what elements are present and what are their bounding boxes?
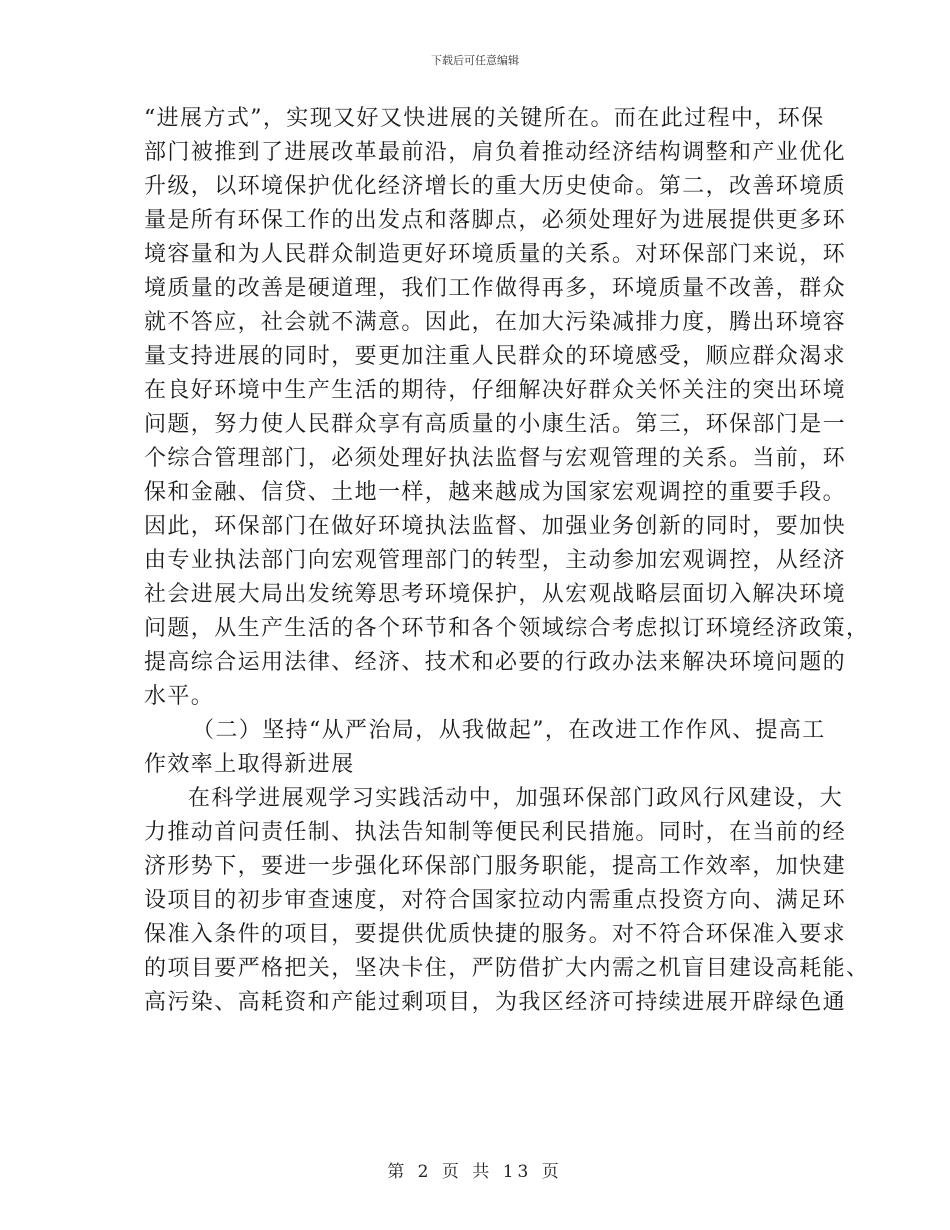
text-line: 量支持进展的同时，要更加注重人民群众的环境感受，顺应群众渴求	[144, 344, 847, 369]
text-line: 由专业执法部门向宏观管理部门的转型，主动参加宏观调控，从经济	[144, 548, 847, 573]
text-line: 在良好环境中生产生活的期待，仔细解决好群众关怀关注的突出环境	[144, 378, 847, 403]
text-line: 境质量的改善是硬道理，我们工作做得再多，环境质量不改善，群众	[144, 276, 847, 301]
text-line: 问题，从生产生活的各个环节和各个领域综合考虑拟订环境经济政策，	[144, 616, 870, 641]
text-line: 境容量和为人民群众制造更好环境质量的关系。对环保部门来说，环	[144, 242, 847, 267]
text-line: 量是所有环保工作的出发点和落脚点，必须处理好为进展提供更多环	[144, 208, 847, 233]
text-line: 部门被推到了进展改革最前沿，肩负着推动经济结构调整和产业优化	[144, 140, 847, 165]
section-heading-cont: 作效率上取得新进展	[144, 752, 355, 777]
text-line: 保准入条件的项目，要提供优质快捷的服务。对不符合环保准入要求	[144, 922, 847, 947]
text-line: “进展方式”，实现又好又快进展的关键所在。而在此过程中，环保	[144, 106, 825, 131]
text-line: 水平。	[144, 684, 215, 709]
text-line: 提高综合运用法律、经济、技术和必要的行政办法来解决环境问题的	[144, 650, 847, 675]
section-heading: （二）坚持“从严治局，从我做起”，在改进工作作风、提高工	[192, 718, 826, 743]
text-line: 问题，努力使人民群众享有高质量的小康生活。第三，环保部门是一	[144, 412, 847, 437]
text-line: 力推动首问责任制、执法告知制等便民利民措施。同时，在当前的经	[144, 820, 847, 845]
page-footer: 第 2 页 共 13 页	[387, 1162, 563, 1182]
text-line: 因此，环保部门在做好环境执法监督、加强业务创新的同时，要加快	[144, 514, 847, 539]
text-line: 济形势下，要进一步强化环保部门服务职能，提高工作效率，加快建	[144, 854, 847, 879]
text-line: 升级，以环境保护优化经济增长的重大历史使命。第二，改善环境质	[144, 174, 847, 199]
page-header: 下载后可任意编辑	[431, 54, 519, 67]
text-line: 就不答应，社会就不满意。因此，在加大污染减排力度，腾出环境容	[144, 310, 847, 335]
text-line: 社会进展大局出发统筹思考环境保护，从宏观战略层面切入解决环境	[144, 582, 847, 607]
text-line: 个综合管理部门，必须处理好执法监督与宏观管理的关系。当前，环	[144, 446, 847, 471]
text-line: 高污染、高耗资和产能过剩项目，为我区经济可持续进展开辟绿色通	[144, 990, 847, 1015]
text-line: 的项目要严格把关，坚决卡住，严防借扩大内需之机盲目建设高耗能、	[144, 956, 870, 981]
text-line: 保和金融、信贷、土地一样，越来越成为国家宏观调控的重要手段。	[144, 480, 847, 505]
text-line: 设项目的初步审查速度，对符合国家拉动内需重点投资方向、满足环	[144, 888, 847, 913]
text-line: 在科学进展观学习实践活动中，加强环保部门政风行风建设，大	[188, 786, 844, 811]
